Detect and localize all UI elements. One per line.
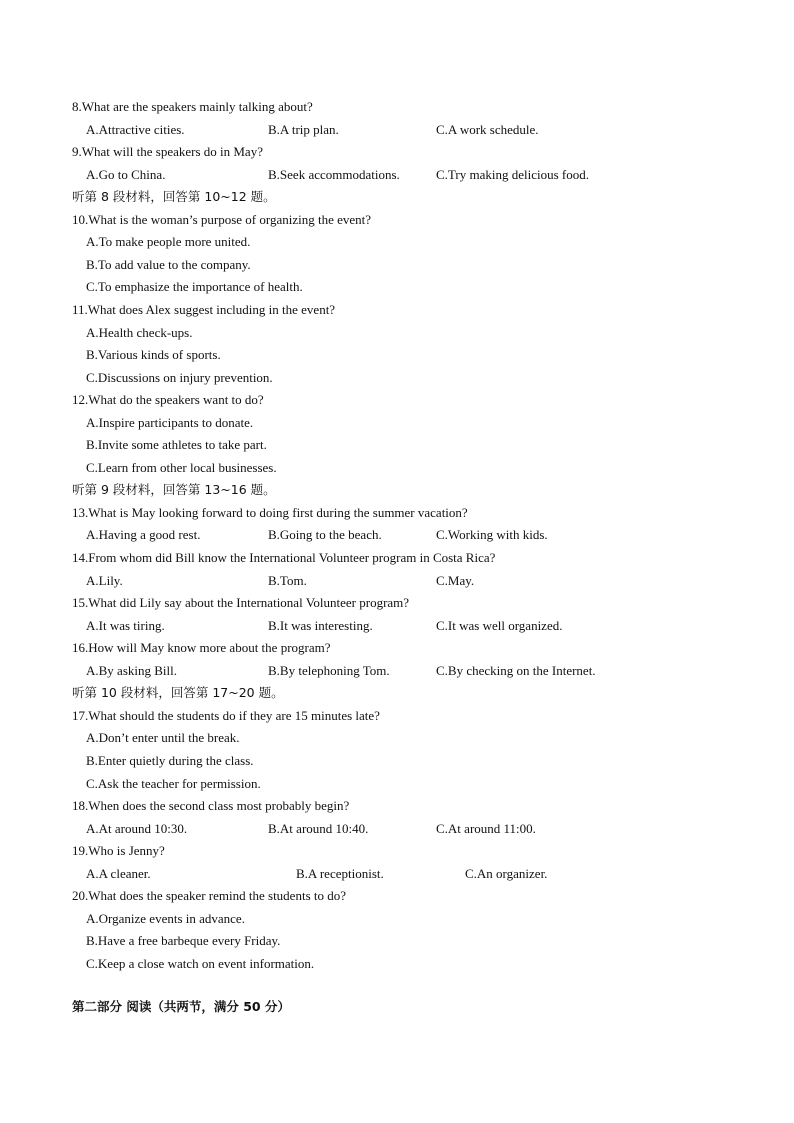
answer-option: A.Don’t enter until the break. xyxy=(86,730,240,746)
answer-options-row xyxy=(0,524,794,546)
question-text: 12.What do the speakers want to do? xyxy=(72,392,264,408)
question-text: 11.What does Alex suggest including in the event? xyxy=(72,301,336,317)
answer-option: C.Learn from other local businesses. xyxy=(86,459,277,475)
answer-option: A.Having a good rest. xyxy=(86,527,201,543)
answer-option: C.Try making delicious food. xyxy=(436,166,589,182)
answer-option: B.Tom. xyxy=(268,572,307,588)
part-title: 第二部分 阅读（共两节，满分 50 分） xyxy=(72,999,290,1014)
section-instruction: 听第 10 段材料，回答第 17~20 题。 xyxy=(72,685,284,701)
answer-option: A.Health check-ups. xyxy=(86,324,193,340)
answer-option: A.A cleaner. xyxy=(86,865,151,881)
answer-option: C.To emphasize the importance of health. xyxy=(86,279,303,295)
question-text: 10.What is the woman’s purpose of organizing the event? xyxy=(72,211,372,227)
question-text: 19.Who is Jenny? xyxy=(72,843,165,859)
answer-option: C.Keep a close watch on event information. xyxy=(86,955,315,971)
answer-option: B.Enter quietly during the class. xyxy=(86,752,254,768)
answer-option: B.A trip plan. xyxy=(268,121,339,137)
section-instruction: 听第 8 段材料，回答第 10~12 题。 xyxy=(72,189,276,205)
question-text: 15.What did Lily say about the International Volunteer program? xyxy=(72,595,410,611)
answer-option: A.Attractive cities. xyxy=(86,121,185,137)
question-text: 18.When does the second class most probably begin? xyxy=(72,798,350,814)
question-text: 14.From whom did Bill know the International Volunteer program in Costa Rica? xyxy=(72,550,496,565)
answer-options-row xyxy=(0,119,794,141)
answer-option: C.Discussions on injury prevention. xyxy=(86,369,273,385)
answer-option: B.Going to the beach. xyxy=(268,527,382,543)
section-instruction: 听第 9 段材料，回答第 13~16 题。 xyxy=(72,482,276,498)
answer-option: C.An organizer. xyxy=(465,865,548,881)
answer-option: B.Have a free barbeque every Friday. xyxy=(86,933,281,949)
answer-option: B.Seek accommodations. xyxy=(268,166,400,182)
answer-option: B.A receptionist. xyxy=(296,865,384,881)
answer-options-row xyxy=(0,570,794,592)
answer-option: C.A work schedule. xyxy=(436,121,539,137)
answer-option: B.Various kinds of sports. xyxy=(86,347,221,363)
answer-option: B.To add value to the company. xyxy=(86,256,251,272)
answer-options-row xyxy=(0,615,794,637)
answer-option: B.It was interesting. xyxy=(268,617,373,633)
answer-option: C.At around 11:00. xyxy=(436,820,536,836)
question-text: 20.What does the speaker remind the students to do? xyxy=(72,888,347,904)
answer-option: A.To make people more united. xyxy=(86,234,251,250)
question-text: 13.What is May looking forward to doing first during the summer vacation? xyxy=(72,504,468,520)
question-text: 9.What will the speakers do in May? xyxy=(72,144,263,160)
question-text: 16.How will May know more about the program? xyxy=(72,640,331,656)
answer-option: A.At around 10:30. xyxy=(86,820,188,836)
question-text: 17.What should the students do if they are 15 minutes late? xyxy=(72,707,380,723)
answer-option: A.It was tiring. xyxy=(86,617,165,633)
answer-option: B.Invite some athletes to take part. xyxy=(86,437,267,453)
question-text: 8.What are the speakers mainly talking about? xyxy=(72,99,313,114)
answer-option: A.By asking Bill. xyxy=(86,662,178,678)
answer-option: C.May. xyxy=(436,572,475,588)
answer-option: A.Organize events in advance. xyxy=(86,910,245,926)
answer-option: C.Working with kids. xyxy=(436,527,548,543)
answer-options-row xyxy=(0,164,794,186)
answer-options-row xyxy=(0,818,794,840)
answer-option: C.Ask the teacher for permission. xyxy=(86,775,261,791)
answer-option: A.Go to China. xyxy=(86,166,166,182)
answer-option: C.By checking on the Internet. xyxy=(436,662,596,678)
answer-option: B.At around 10:40. xyxy=(268,820,369,836)
answer-options-row xyxy=(0,660,794,682)
answer-options-row xyxy=(0,863,794,885)
answer-option: A.Inspire participants to donate. xyxy=(86,414,254,430)
answer-option: A.Lily. xyxy=(86,572,123,588)
answer-option: B.By telephoning Tom. xyxy=(268,662,390,678)
answer-option: C.It was well organized. xyxy=(436,617,563,633)
